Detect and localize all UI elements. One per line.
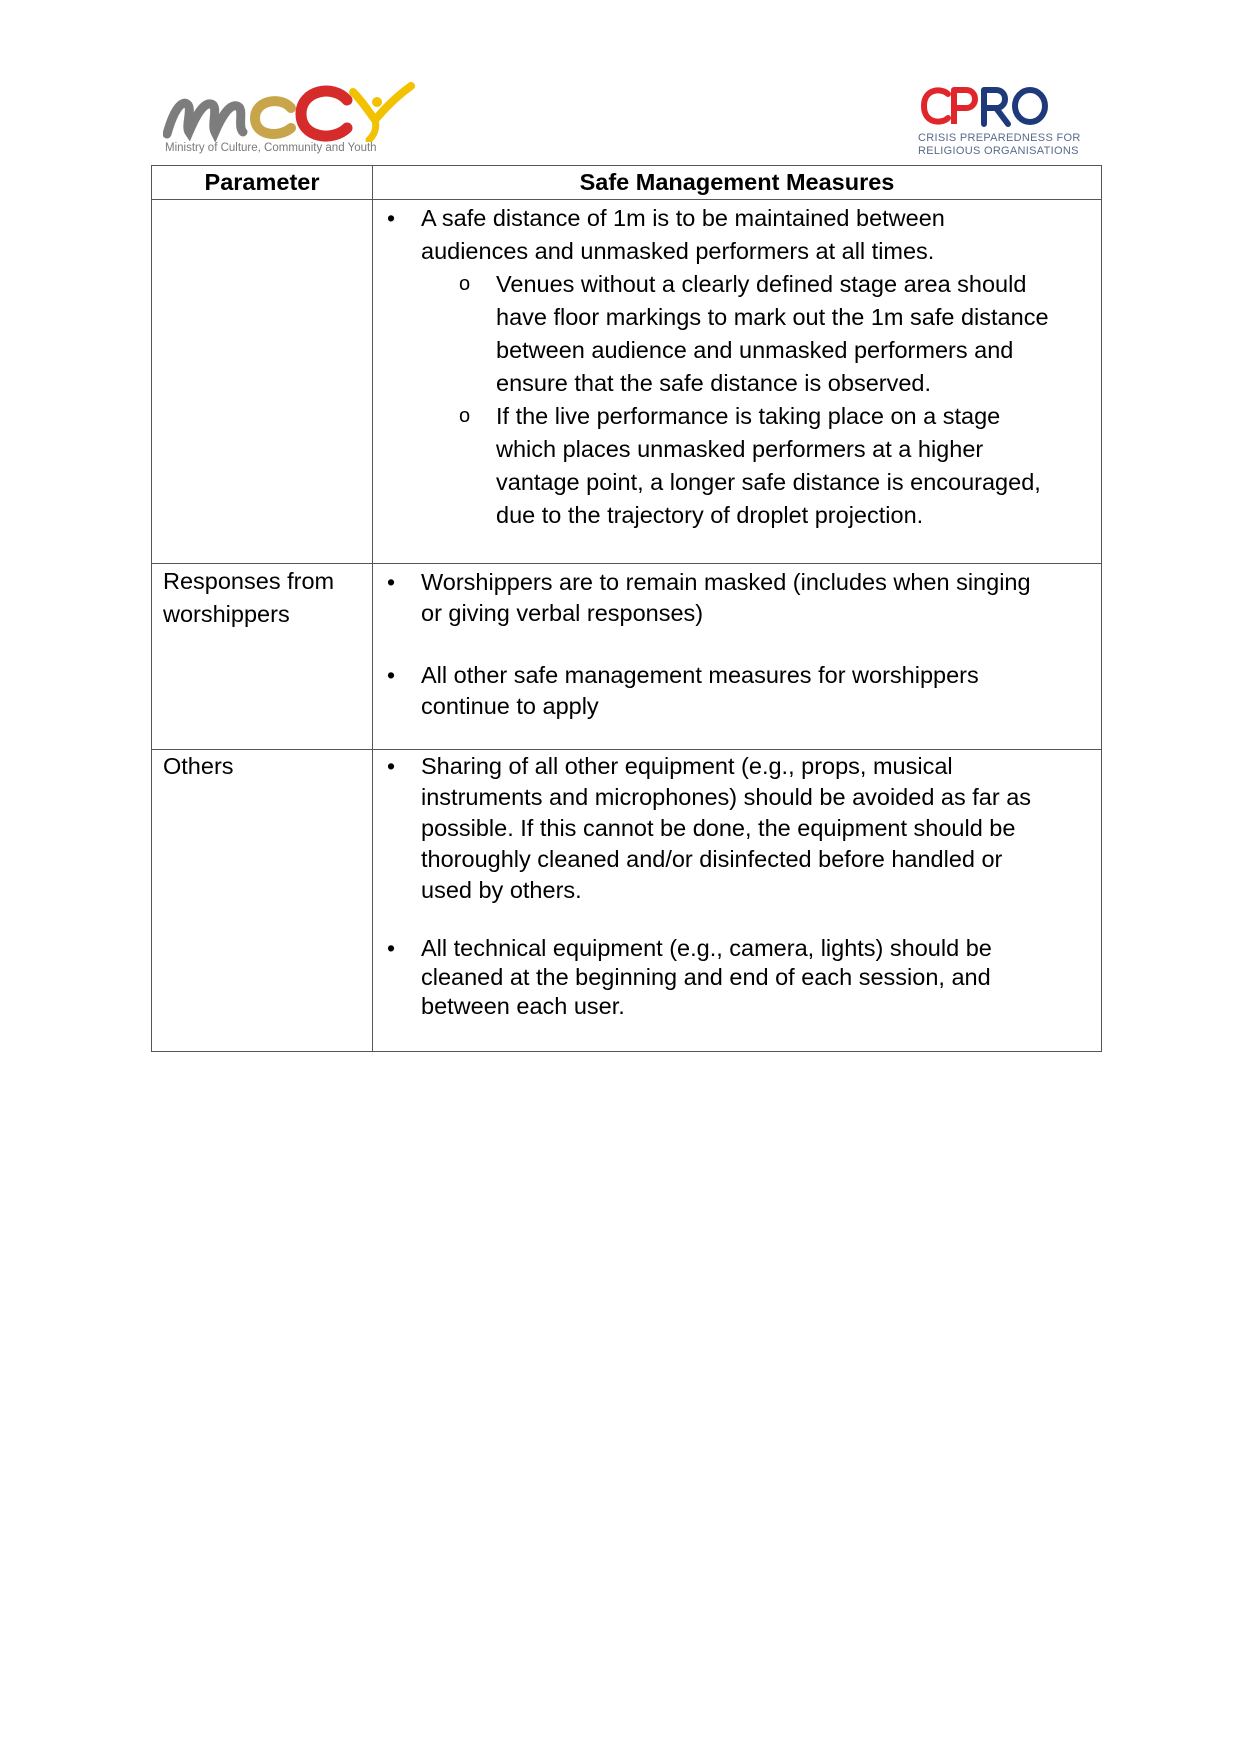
- text-line: Sharing of all other equipment (e.g., props, musical: [421, 753, 953, 779]
- row3-parameter-cell: [152, 750, 373, 1052]
- text-line: thoroughly cleaned and/or disinfected before handled or: [421, 846, 1003, 872]
- text-line: used by others.: [421, 877, 582, 903]
- sub-bullet-icon: o: [459, 405, 471, 427]
- table-row: [152, 200, 1102, 564]
- text-line: instruments and microphones) should be avoided as far as: [421, 784, 1032, 810]
- text-line: worshippers: [163, 601, 290, 627]
- header-measures: Safe Management Measures: [373, 166, 1102, 200]
- sub-bullet-icon: o: [459, 273, 471, 295]
- text-line: If the live performance is taking place on a stage: [496, 403, 1001, 429]
- cpro-logo: [918, 86, 1098, 158]
- safe-management-table: [151, 165, 1102, 1052]
- text-line: continue to apply: [421, 693, 599, 719]
- row3-measures-cell: [373, 750, 1102, 1052]
- mccy-logo-mark: [163, 82, 423, 142]
- mccy-logo: [163, 82, 423, 158]
- text-line: All technical equipment (e.g., camera, lights) should be: [421, 935, 992, 961]
- cpro-logo-mark: [918, 86, 1058, 130]
- text-line: or giving verbal responses): [421, 600, 704, 626]
- row3-parameter: Others: [163, 753, 234, 779]
- list-item: [373, 660, 1101, 722]
- bullet-icon: •: [387, 569, 396, 595]
- text-line: possible. If this cannot be done, the equipment should be: [421, 815, 1016, 841]
- text-line: have floor markings to mark out the 1m safe distance: [496, 304, 1049, 330]
- bullet-icon: •: [387, 935, 396, 961]
- text-line: which places unmasked performers at a higher: [496, 436, 984, 462]
- text-line: vantage point, a longer safe distance is encouraged,: [496, 469, 1041, 495]
- list-item: [373, 268, 1101, 400]
- list-item: [373, 400, 1101, 532]
- text-line: A safe distance of 1m is to be maintained between: [421, 205, 945, 231]
- text-line: ensure that the safe distance is observed.: [496, 370, 932, 396]
- list-item: [373, 751, 1101, 906]
- text-line: due to the trajectory of droplet projection.: [496, 502, 924, 528]
- text-line: Responses from: [163, 568, 335, 594]
- cpro-caption-line2: RELIGIOUS ORGANISATIONS: [918, 145, 1079, 157]
- text-line: between audience and unmasked performers and: [496, 337, 1014, 363]
- row1-parameter-cell: [152, 200, 373, 564]
- row1-measures-cell: [373, 200, 1102, 564]
- list-item: [373, 567, 1101, 629]
- text-line: Worshippers are to remain masked (includes when singing: [421, 569, 1031, 595]
- header-parameter: Parameter: [152, 166, 373, 200]
- list-item: [373, 934, 1101, 1021]
- bullet-icon: •: [387, 753, 396, 779]
- cpro-caption-line1: CRISIS PREPAREDNESS FOR: [918, 132, 1081, 144]
- bullet-icon: •: [387, 205, 396, 231]
- text-line: audiences and unmasked performers at all times.: [421, 238, 935, 264]
- mccy-logo-caption: Ministry of Culture, Community and Youth: [165, 142, 377, 154]
- row2-parameter-cell: [152, 564, 373, 750]
- text-line: cleaned at the beginning and end of each session, and: [421, 964, 991, 990]
- table-row: [152, 750, 1102, 1052]
- text-line: Venues without a clearly defined stage area should: [496, 271, 1027, 297]
- bullet-icon: •: [387, 662, 396, 688]
- table-row: [152, 564, 1102, 750]
- list-item: [373, 202, 1101, 268]
- table-header-row: [152, 166, 1102, 200]
- text-line: All other safe management measures for worshippers: [421, 662, 979, 688]
- row2-parameter: [152, 564, 372, 631]
- text-line: between each user.: [421, 993, 625, 1019]
- row2-measures-cell: [373, 564, 1102, 750]
